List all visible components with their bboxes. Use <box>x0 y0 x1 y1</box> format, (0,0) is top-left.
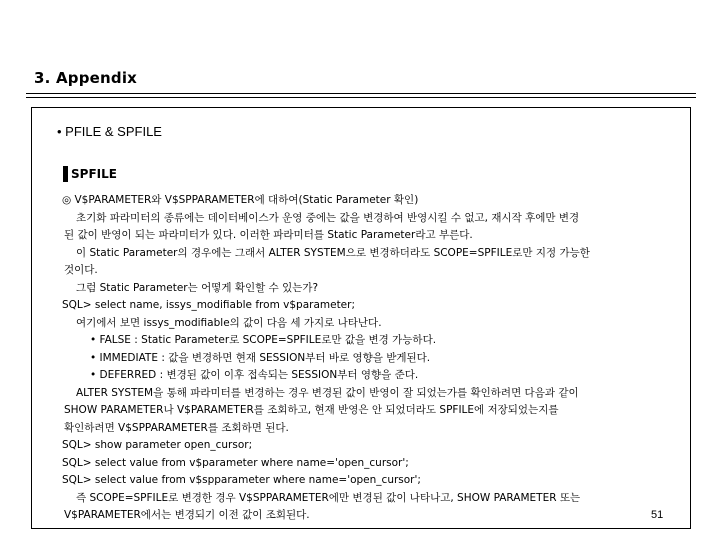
text-line: 즉 SCOPE=SPFILE로 변경한 경우 V$SPPARAMETER에만 변경된 값이 나타나고, SHOW PARAMETER 또는 <box>76 491 581 504</box>
page-number: 51 <box>651 509 664 521</box>
title-divider <box>26 93 696 98</box>
text-line: 초기화 파라미터의 종류에는 데이터베이스가 운영 중에는 값을 변경하여 반영시킬 수 없고, 재시작 후에만 변경 <box>76 211 580 224</box>
code-line: SQL> select value from v$spparameter where name='open_cursor'; <box>62 474 421 486</box>
body-text <box>62 192 682 525</box>
bullet-heading: • PFILE & SPFILE <box>57 124 162 139</box>
text-line: 것이다. <box>64 264 98 276</box>
list-item: • DEFERRED : 변경된 값이 이후 접속되는 SESSION부터 영향을 준다. <box>90 369 419 381</box>
text-line: 된 값이 반영이 되는 파라미터가 있다. 이러한 파라미터를 Static Parameter라고 부른다. <box>64 229 473 241</box>
text-line: 여기에서 보면 issys_modifiable의 값이 다음 세 가지로 나타난다. <box>76 316 382 329</box>
text-line: V$PARAMETER에서는 변경되기 이전 값이 조회된다. <box>64 509 310 521</box>
section-marker-bar <box>63 166 68 182</box>
section-heading <box>63 166 117 182</box>
page-title: 3. Appendix <box>34 69 138 87</box>
code-line: SQL> select value from v$parameter where name='open_cursor'; <box>62 456 409 469</box>
text-line: ◎ V$PARAMETER와 V$SPPARAMETER에 대하여(Static Parameter 확인) <box>62 194 419 206</box>
text-line: 이 Static Parameter의 경우에는 그래서 ALTER SYSTEM으로 변경하더라도 SCOPE=SPFILE로만 지정 가능한 <box>76 246 590 259</box>
code-line: SQL> show parameter open_cursor; <box>62 439 253 451</box>
list-item: • FALSE : Static Parameter로 SCOPE=SPFILE로만 값을 변경 가능하다. <box>90 334 437 346</box>
text-line: 확인하려면 V$SPPARAMETER를 조회하면 된다. <box>64 421 289 434</box>
list-item: • IMMEDIATE : 값을 변경하면 현재 SESSION부터 바로 영향을 받게된다. <box>90 351 431 364</box>
text-line: SHOW PARAMETER나 V$PARAMETER를 조회하고, 현재 반영은 안 되었더라도 SPFILE에 저장되었는지를 <box>64 404 559 416</box>
section-title: SPFILE <box>71 167 117 181</box>
code-line: SQL> select name, issys_modifiable from v$parameter; <box>62 299 355 311</box>
text-line: ALTER SYSTEM을 통해 파라미터를 변경하는 경우 변경된 값이 반영이 잘 되었는가를 확인하려면 다음과 같이 <box>76 386 579 399</box>
text-line: 그럼 Static Parameter는 어떻게 확인할 수 있는가? <box>76 281 319 294</box>
